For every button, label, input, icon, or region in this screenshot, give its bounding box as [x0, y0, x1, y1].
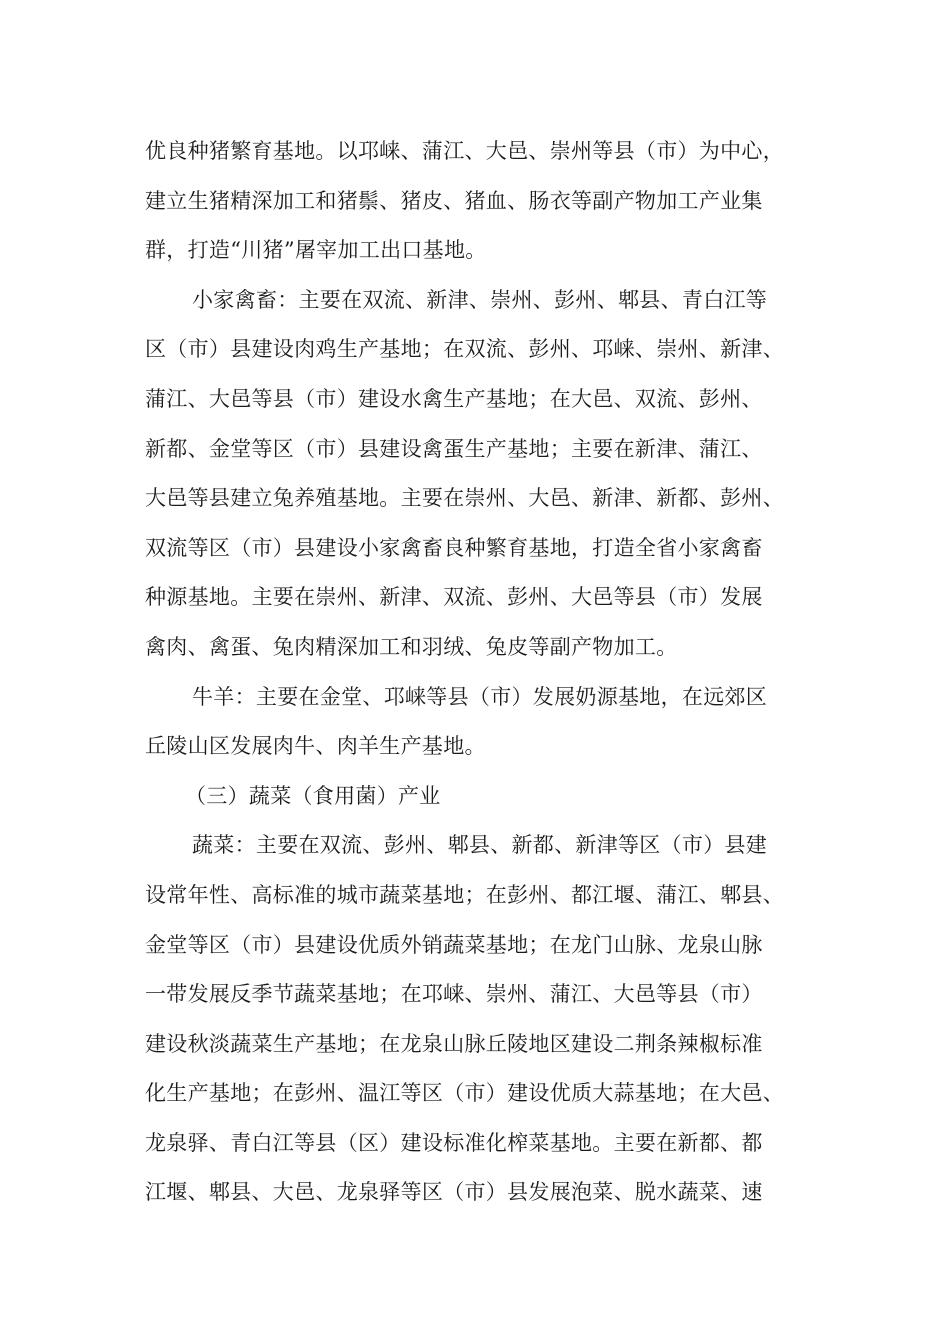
text-line: 蒲江、大邑等县（市）建设水禽生产基地；在大邑、双流、彭州、	[145, 386, 763, 411]
text-line: 优良种猪繁育基地。以邛崃、蒲江、大邑、崇州等县（市）为中心，	[145, 139, 784, 163]
text-line: 群，打造“川猪”屠宰加工出口基地。	[145, 238, 487, 263]
text-line: 区（市）县建设肉鸡生产基地；在双流、彭州、邛崃、崇州、新津、	[145, 337, 784, 362]
paragraph-start-line: 牛羊：主要在金堂、邛崃等县（市）发展奶源基地，在远郊区	[192, 684, 768, 709]
text-line: 江堰、郫县、大邑、龙泉驿等区（市）县发展泡菜、脱水蔬菜、速	[145, 1180, 763, 1205]
text-line: 禽肉、禽蛋、兔肉精深加工和羽绒、兔皮等副产物加工。	[145, 634, 678, 659]
text-line: 大邑等县建立兔养殖基地。主要在崇州、大邑、新津、新都、彭州、	[145, 486, 784, 511]
text-line: 建立生猪精深加工和猪鬃、猪皮、猪血、肠衣等副产物加工产业集	[145, 188, 763, 213]
text-line: 双流等区（市）县建设小家禽畜良种繁育基地，打造全省小家禽畜	[145, 535, 763, 560]
text-line: 化生产基地；在彭州、温江等区（市）建设优质大蒜基地；在大邑、	[145, 1081, 784, 1106]
text-line: 新都、金堂等区（市）县建设禽蛋生产基地；主要在新津、蒲江、	[145, 436, 763, 461]
text-line: 建设秋淡蔬菜生产基地；在龙泉山脉丘陵地区建设二荆条辣椒标准	[145, 1031, 763, 1056]
text-line: 龙泉驿、青白江等县（区）建设标准化榨菜基地。主要在新都、都	[145, 1130, 763, 1155]
text-line: 设常年性、高标准的城市蔬菜基地；在彭州、都江堰、蒲江、郫县、	[145, 882, 784, 907]
text-line: 金堂等区（市）县建设优质外销蔬菜基地；在龙门山脉、龙泉山脉	[145, 932, 763, 957]
body-text	[145, 127, 835, 1218]
paragraph-start-line: 蔬菜：主要在双流、彭州、郫县、新都、新津等区（市）县建	[192, 833, 768, 858]
text-line: 丘陵山区发展肉牛、肉羊生产基地。	[145, 734, 486, 759]
text-line: 一带发展反季节蔬菜基地；在邛崃、崇州、蒲江、大邑等县（市）	[145, 982, 763, 1007]
section-heading: （三）蔬菜（食用菌）产业	[185, 783, 441, 808]
paragraph-start-line: 小家禽畜：主要在双流、新津、崇州、彭州、郫县、青白江等	[192, 287, 768, 312]
text-line: 种源基地。主要在崇州、新津、双流、彭州、大邑等县（市）发展	[145, 585, 763, 610]
